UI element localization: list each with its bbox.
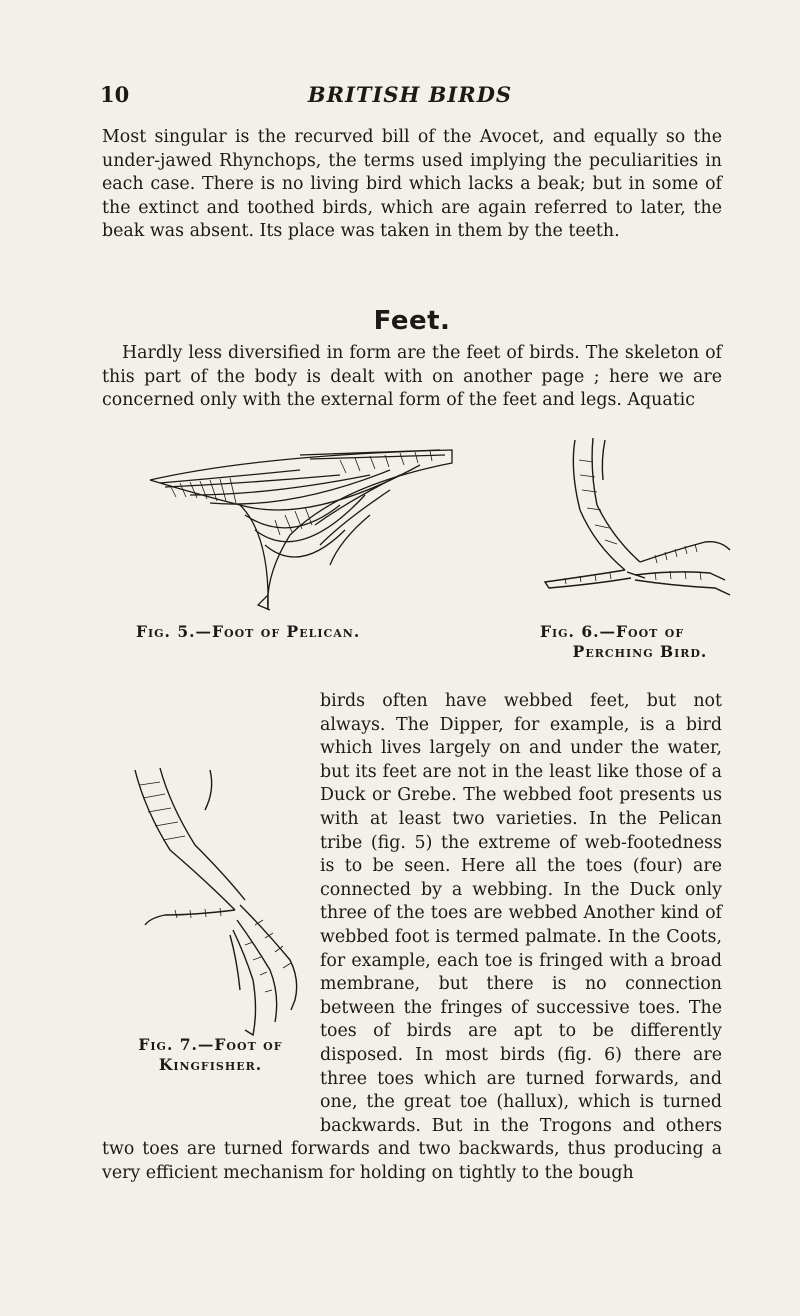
section-heading-feet: Feet. bbox=[373, 306, 451, 336]
running-head: BRITISH BIRDS bbox=[307, 82, 513, 107]
page-header bbox=[100, 82, 720, 112]
paragraph-beaks: Most singular is the recurved bill of the Avocet, and equally so the under-jawed Rhynchops, the terms used implying the peculiarities in each case. There is no living bird which lacks a beak; but in some of the extinct and toothed birds, which are again referred to later, the beak was absent. Its place was taken in them by the teeth. bbox=[102, 127, 722, 242]
pelican-foot-figure bbox=[140, 425, 460, 615]
perching-bird-foot-figure bbox=[535, 430, 745, 610]
fig7-caption-line2: Kingfisher. bbox=[158, 1055, 263, 1074]
page-number: 10 bbox=[100, 82, 130, 107]
paragraph-webbed-feet: birds often have webbed feet, but not always. The Dipper, for example, is a bird which lives largely on and under the water, but its feet are not in the least like those of a Duck or Grebe. The webbed foot presents us with at least two varieties. In the Pelican tribe (fig. 5) the extreme of web-footedness is to be seen. Here all the toes (four) are connected by a webbing. In the Duck only three of the toes are webbed Another kind of webbed foot is termed palmate. In the Coots, for example, each toe is fringed with a broad membrane, but there is no connection between the fringes of successive toes. The toes of birds are apt to be differently disposed. In most birds (fig. 6) there are three toes which are turned forwards, and one, the great toe (hallux), which is turned backwards. But in the Trogons and others two toes are turned forwards and two backwards, thus producing a very efficient mechanism for holding on tightly to the bough bbox=[102, 691, 722, 1183]
fig7-caption-line1: Fig. 7.—Foot of bbox=[138, 1035, 283, 1054]
fig6-caption-line1: Fig. 6.—Foot of bbox=[540, 622, 685, 641]
paragraph-feet-intro: Hardly less diversified in form are the feet of birds. The skeleton of this part of the body is dealt with on another page ; here we are concerned only with the external form of the feet and legs. Aquatic bbox=[102, 343, 722, 411]
pelican-foot-illustration-icon bbox=[140, 425, 460, 615]
fig6-caption-line2: Perching Bird. bbox=[572, 642, 708, 661]
fig5-caption: Fig. 5.—Foot of Pelican. bbox=[136, 622, 361, 641]
fig6-caption bbox=[540, 622, 740, 662]
paragraph-webbed-feet-container bbox=[102, 690, 722, 1185]
fig7-float-spacer bbox=[102, 737, 320, 1117]
perching-bird-foot-illustration-icon bbox=[535, 430, 745, 610]
